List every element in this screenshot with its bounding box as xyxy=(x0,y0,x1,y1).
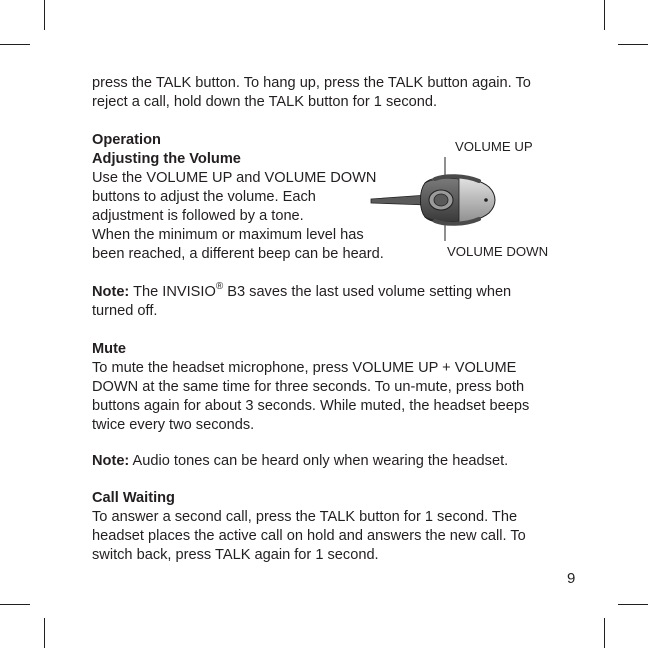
subsection-heading: Adjusting the Volume xyxy=(92,151,241,167)
note-paragraph xyxy=(92,283,511,321)
crop-mark xyxy=(0,604,30,605)
registered-mark: ® xyxy=(215,281,224,293)
text-line: adjustment is followed by a tone. xyxy=(92,208,304,224)
crop-mark xyxy=(604,618,605,648)
note-text: Audio tones can be heard only when wearing the headset. xyxy=(129,453,509,469)
section-heading: Mute xyxy=(92,341,127,357)
text-line xyxy=(92,452,508,471)
text-line: been reached, a different beep can be heard. xyxy=(92,246,384,262)
text-line: headset places the active call on hold and answers the new call. To xyxy=(92,528,526,544)
section-heading: Call Waiting xyxy=(92,490,175,506)
text-line: Use the VOLUME UP and VOLUME DOWN xyxy=(92,170,377,186)
note-paragraph xyxy=(92,452,508,471)
text-line: twice every two seconds. xyxy=(92,417,255,433)
crop-mark xyxy=(618,44,648,45)
text-line: DOWN at the same time for three seconds. To un-mute, press both xyxy=(92,379,525,395)
text-line: To mute the headset microphone, press VOLUME UP + VOLUME xyxy=(92,360,517,376)
mute-section xyxy=(92,340,529,435)
volume-up-label: VOLUME UP xyxy=(455,139,533,154)
text-line: press the TALK button. To hang up, press the TALK button again. To xyxy=(92,75,531,91)
crop-mark xyxy=(618,604,648,605)
crop-mark xyxy=(604,0,605,30)
text-line xyxy=(92,283,511,302)
text-line: buttons again for about 3 seconds. While muted, the headset beeps xyxy=(92,398,530,414)
note-text: B3 saves the last used volume setting when xyxy=(223,284,512,300)
crop-mark xyxy=(44,0,45,30)
call-waiting-section xyxy=(92,489,526,565)
crop-mark xyxy=(0,44,30,45)
note-label: Note: xyxy=(92,453,130,469)
headset-illustration xyxy=(365,155,525,245)
operation-section xyxy=(92,131,384,264)
volume-down-label: VOLUME DOWN xyxy=(447,244,549,259)
note-label: Note: xyxy=(92,284,130,300)
text-line: reject a call, hold down the TALK button for 1 second. xyxy=(92,94,438,110)
text-line: turned off. xyxy=(92,303,158,319)
crop-mark xyxy=(44,618,45,648)
text-line: buttons to adjust the volume. Each xyxy=(92,189,316,205)
text-line: To answer a second call, press the TALK button for 1 second. The xyxy=(92,509,518,525)
text-line: switch back, press TALK again for 1 second. xyxy=(92,547,379,563)
note-text: The INVISIO xyxy=(129,284,216,300)
page-number: 9 xyxy=(567,570,576,587)
section-heading: Operation xyxy=(92,132,161,148)
text-line: When the minimum or maximum level has xyxy=(92,227,364,243)
intro-paragraph xyxy=(92,74,531,112)
